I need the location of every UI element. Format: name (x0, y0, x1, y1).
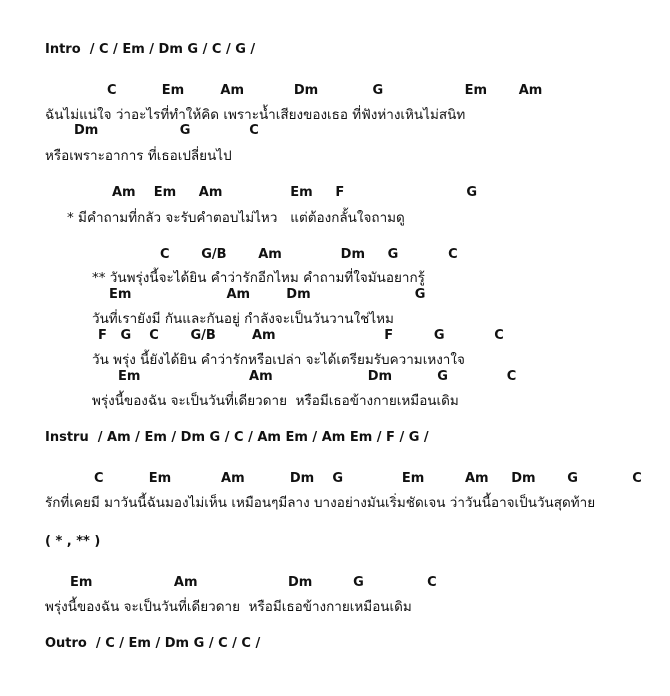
chorus-lyric-1: ** วันพรุ่งนี้จะได้ยิน คำว่ารักอีกไหม คำถามที่ใจมันอยากรู้ (92, 270, 425, 286)
bridge-chords: C Em Am Dm G Em Am Dm G C (94, 471, 642, 486)
chorus-lyric-3: วัน พรุ่ง นี้ยังได้ยิน คำว่ารักหรือเปล่า จะได้เตรียมรับความเหงาใจ (92, 352, 465, 368)
ending-chords: Em Am Dm G C (70, 575, 437, 590)
chorus-chords-4: Em Am Dm G C (118, 369, 517, 384)
verse1-chords-1: C Em Am Dm G Em Am (107, 83, 543, 98)
chorus-chords-1: C G/B Am Dm G C (160, 247, 458, 262)
repeat-marker: ( * , ** ) (45, 534, 101, 549)
intro-line: Intro / C / Em / Dm G / C / G / (45, 42, 256, 57)
prechorus-chords: Am Em Am Em F G (112, 185, 478, 200)
ending-lyric: พรุ่งนี้ของฉัน จะเป็นวันที่เดียวดาย หรือมีเธอข้างกายเหมือนเดิม (45, 599, 412, 615)
instru-line: Instru / Am / Em / Dm G / C / Am Em / Am Em / F / G / (45, 430, 429, 445)
chorus-chords-3: F G C G/B Am F G C (98, 328, 504, 343)
chorus-chords-2: Em Am Dm G (109, 287, 426, 302)
chorus-lyric-4: พรุ่งนี้ของฉัน จะเป็นวันที่เดียวดาย หรือมีเธอข้างกายเหมือนเดิม (92, 393, 459, 409)
prechorus-lyric: * มีคำถามที่กลัว จะรับคำตอบไม่ไหว แต่ต้องกลั้นใจถามดู (67, 210, 405, 226)
verse1-chords-2: Dm G C (74, 123, 259, 138)
outro-line: Outro / C / Em / Dm G / C / C / (45, 636, 261, 651)
verse1-lyric-1: ฉันไม่แน่ใจ ว่าอะไรที่ทำให้คิด เพราะน้ำเสียงของเธอ ที่ฟังห่างเหินไม่สนิท (45, 107, 466, 123)
verse1-lyric-2: หรือเพราะอาการ ที่เธอเปลี่ยนไป (45, 148, 232, 164)
chorus-lyric-2: วันที่เรายังมี กันและกันอยู่ กำลังจะเป็นวันวานใช่ไหม (92, 311, 394, 327)
bridge-lyric: รักที่เคยมี มาวันนี้ฉันมองไม่เห็น เหมือนๆมีลาง บางอย่างมันเริ่มชัดเจน ว่าวันนี้อาจเป็นวันสุดท้าย (45, 495, 596, 511)
